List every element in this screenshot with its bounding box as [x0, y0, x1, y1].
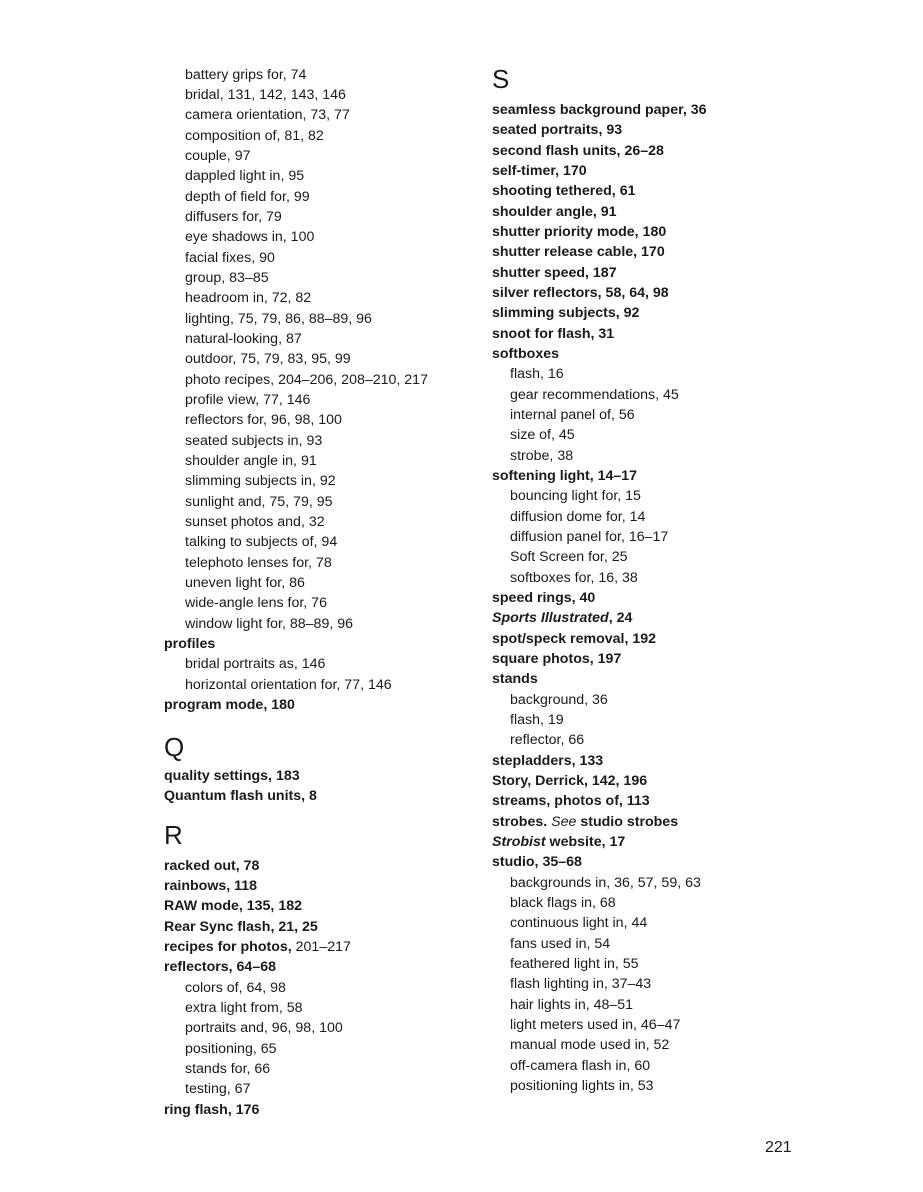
index-subentry: diffusion dome for, 14 [510, 509, 646, 525]
index-subentry: extra light from, 58 [185, 1000, 303, 1016]
index-entry: studio, 35–68 [492, 854, 582, 870]
index-entry: shutter priority mode, 180 [492, 224, 667, 240]
entry-term: strobes. [492, 814, 552, 830]
entry-pages: , 24 [608, 610, 633, 626]
section-letter-q: Q [164, 732, 185, 762]
index-subentry: telephoto lenses for, 78 [185, 555, 332, 571]
index-subentry: bouncing light for, 15 [510, 488, 641, 504]
index-entry [492, 609, 632, 627]
index-subentry: group, 83–85 [185, 270, 269, 286]
index-entry: RAW mode, 135, 182 [164, 898, 302, 914]
index-subentry: black flags in, 68 [510, 895, 616, 911]
index-subentry: flash, 16 [510, 366, 564, 382]
index-entry [492, 813, 678, 831]
index-subentry: sunset photos and, 32 [185, 514, 325, 530]
index-entry: shutter release cable, 170 [492, 244, 665, 260]
index-subentry: camera orientation, 73, 77 [185, 107, 350, 123]
entry-term: recipes for photos, [164, 939, 296, 955]
index-entry: shoulder angle, 91 [492, 204, 617, 220]
section-letter-r: R [164, 820, 183, 850]
entry-title-italic: Strobist [492, 834, 546, 850]
index-entry: quality settings, 183 [164, 768, 300, 784]
index-subentry: Soft Screen for, 25 [510, 549, 628, 565]
index-entry: silver reflectors, 58, 64, 98 [492, 285, 669, 301]
index-subentry: bridal, 131, 142, 143, 146 [185, 87, 346, 103]
index-entry: racked out, 78 [164, 858, 260, 874]
index-subentry: backgrounds in, 36, 57, 59, 63 [510, 875, 701, 891]
entry-pages: 201–217 [295, 939, 351, 955]
index-subentry: lighting, 75, 79, 86, 88–89, 96 [185, 311, 372, 327]
index-subentry: stands for, 66 [185, 1061, 271, 1077]
index-entry: square photos, 197 [492, 651, 622, 667]
index-entry: snoot for flash, 31 [492, 326, 615, 342]
index-entry: spot/speck removal, 192 [492, 631, 657, 647]
index-entry: profiles [164, 636, 216, 652]
index-subentry: battery grips for, 74 [185, 67, 307, 83]
index-entry: shooting tethered, 61 [492, 183, 636, 199]
index-entry: seamless background paper, 36 [492, 102, 707, 118]
index-subentry: photo recipes, 204–206, 208–210, 217 [185, 372, 428, 388]
index-subentry: slimming subjects in, 92 [185, 473, 336, 489]
index-entry: self-timer, 170 [492, 163, 587, 179]
index-entry: streams, photos of, 113 [492, 793, 650, 809]
index-subentry: size of, 45 [510, 427, 575, 443]
index-subentry: natural-looking, 87 [185, 331, 302, 347]
index-subentry: bridal portraits as, 146 [185, 656, 326, 672]
index-subentry: outdoor, 75, 79, 83, 95, 99 [185, 351, 351, 367]
index-subentry: flash lighting in, 37–43 [510, 976, 652, 992]
index-entry: reflectors, 64–68 [164, 959, 276, 975]
see-reference: See [551, 814, 577, 830]
entry-pages: website, 17 [545, 834, 626, 850]
section-letter-s: S [492, 64, 510, 94]
index-entry [164, 938, 351, 956]
index-subentry: diffusion panel for, 16–17 [510, 529, 669, 545]
index-subentry: feathered light in, 55 [510, 956, 639, 972]
index-subentry: reflectors for, 96, 98, 100 [185, 412, 342, 428]
index-subentry: positioning lights in, 53 [510, 1078, 654, 1094]
index-subentry: facial fixes, 90 [185, 250, 275, 266]
index-entry: softening light, 14–17 [492, 468, 638, 484]
index-entry: softboxes [492, 346, 560, 362]
index-subentry: horizontal orientation for, 77, 146 [185, 677, 392, 693]
index-entry: second flash units, 26–28 [492, 143, 664, 159]
index-subentry: background, 36 [510, 692, 608, 708]
index-entry: slimming subjects, 92 [492, 305, 640, 321]
index-entry: Quantum flash units, 8 [164, 788, 317, 804]
index-entry: stands [492, 671, 538, 687]
index-subentry: positioning, 65 [185, 1041, 277, 1057]
index-entry: program mode, 180 [164, 697, 295, 713]
index-subentry: off-camera flash in, 60 [510, 1058, 651, 1074]
index-subentry: eye shadows in, 100 [185, 229, 315, 245]
index-subentry: talking to subjects of, 94 [185, 534, 338, 550]
index-entry: Story, Derrick, 142, 196 [492, 773, 648, 789]
index-entry: stepladders, 133 [492, 753, 604, 769]
index-subentry: window light for, 88–89, 96 [185, 616, 353, 632]
index-entry: speed rings, 40 [492, 590, 596, 606]
index-subentry: seated subjects in, 93 [185, 433, 323, 449]
index-entry: rainbows, 118 [164, 878, 258, 894]
index-entry [492, 833, 625, 851]
index-subentry: shoulder angle in, 91 [185, 453, 317, 469]
index-subentry: profile view, 77, 146 [185, 392, 311, 408]
index-subentry: gear recommendations, 45 [510, 387, 679, 403]
index-subentry: portraits and, 96, 98, 100 [185, 1020, 343, 1036]
entry-title-italic: Sports Illustrated [492, 610, 609, 626]
index-subentry: dappled light in, 95 [185, 168, 305, 184]
index-subentry: manual mode used in, 52 [510, 1037, 670, 1053]
index-entry: ring flash, 176 [164, 1102, 260, 1118]
index-subentry: wide-angle lens for, 76 [185, 595, 327, 611]
index-subentry: composition of, 81, 82 [185, 128, 324, 144]
index-subentry: sunlight and, 75, 79, 95 [185, 494, 333, 510]
index-entry: shutter speed, 187 [492, 265, 617, 281]
page-number: 221 [765, 1139, 792, 1156]
cross-reference-term: studio strobes [576, 814, 679, 830]
index-subentry: internal panel of, 56 [510, 407, 635, 423]
index-subentry: light meters used in, 46–47 [510, 1017, 681, 1033]
index-subentry: couple, 97 [185, 148, 251, 164]
index-subentry: uneven light for, 86 [185, 575, 305, 591]
index-subentry: hair lights in, 48–51 [510, 997, 634, 1013]
index-subentry: reflector, 66 [510, 732, 585, 748]
index-subentry: headroom in, 72, 82 [185, 290, 312, 306]
index-subentry: softboxes for, 16, 38 [510, 570, 638, 586]
index-entry: seated portraits, 93 [492, 122, 623, 138]
index-subentry: fans used in, 54 [510, 936, 611, 952]
index-subentry: continuous light in, 44 [510, 915, 648, 931]
index-entry: Rear Sync flash, 21, 25 [164, 919, 318, 935]
index-subentry: colors of, 64, 98 [185, 980, 286, 996]
index-subentry: flash, 19 [510, 712, 564, 728]
index-subentry: strobe, 38 [510, 448, 574, 464]
index-subentry: testing, 67 [185, 1081, 251, 1097]
index-subentry: diffusers for, 79 [185, 209, 282, 225]
index-subentry: depth of field for, 99 [185, 189, 310, 205]
